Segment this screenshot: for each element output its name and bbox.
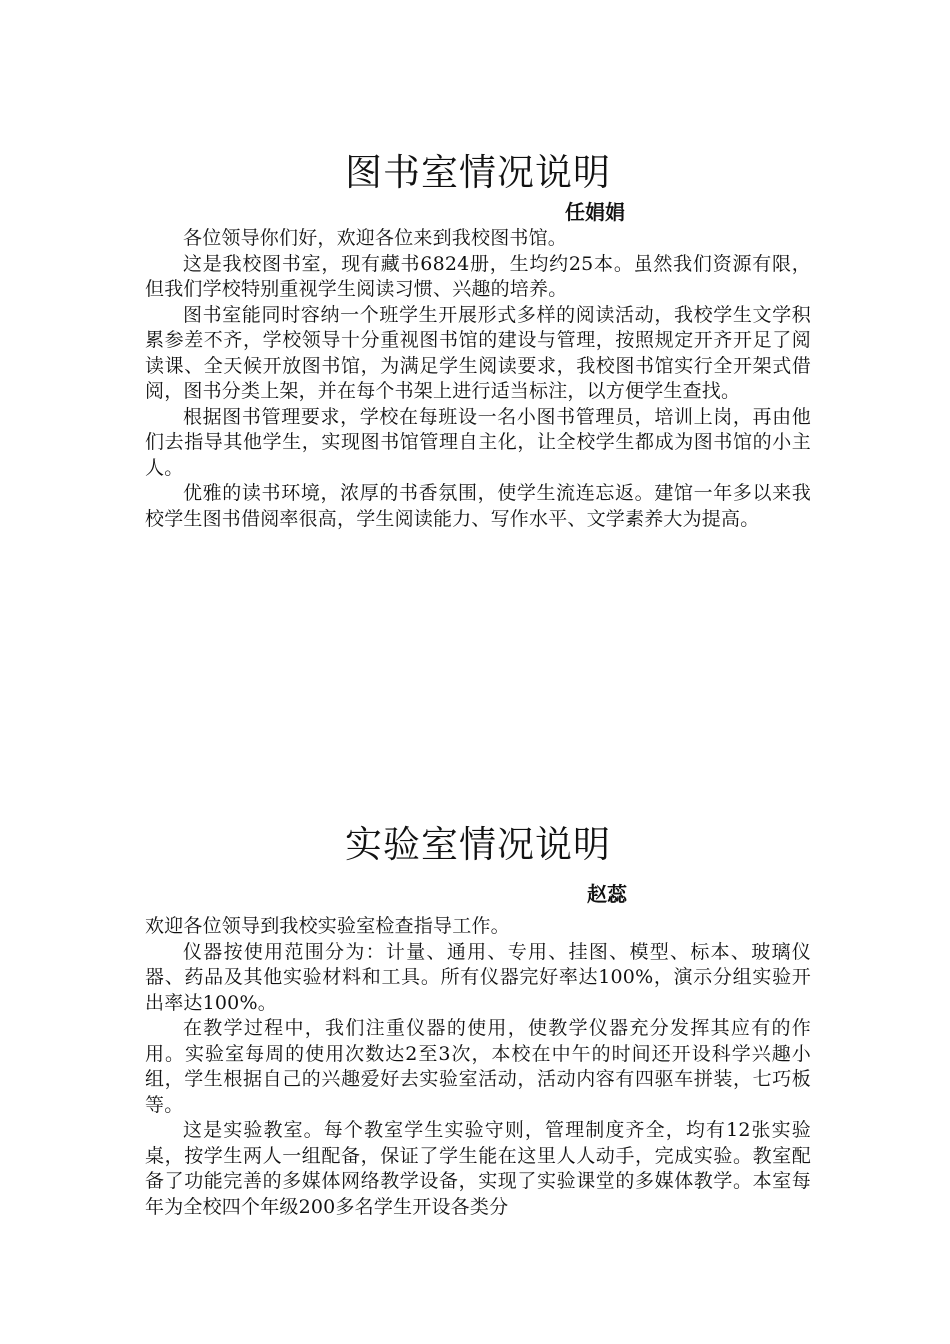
- library-paragraph-4: 根据图书管理要求，学校在每班设一名小图书管理员，培训上岗，再由他们去指导其他学生，实现图书馆管理自主化，让全校学生都成为图书馆的小主人。: [145, 405, 811, 479]
- lab-paragraph-3: 在教学过程中，我们注重仪器的使用，使教学仪器充分发挥其应有的作用。实验室每周的使用次数达2至3次，本校在中午的时间还开设科学兴趣小组，学生根据自己的兴趣爱好去实验室活动，活动内容有四驱车拼装，七巧板等。: [145, 1017, 811, 1116]
- lab-paragraph-4: 这是实验教室。每个教室学生实验守则，管理制度齐全，均有12张实验桌，按学生两人一组配备，保证了学生能在这里人人动手，完成实验。教室配备了功能完善的多媒体网络教学设备，实现了实验课堂的多媒体教学。本室每年为全校四个年级200多名学生开设各类分: [145, 1119, 811, 1218]
- library-paragraph-3: 图书室能同时容纳一个班学生开展形式多样的阅读活动，我校学生文学积累参差不齐，学校领导十分重视图书馆的建设与管理，按照规定开齐开足了阅读课、全天候开放图书馆，为满足学生阅读要求，我校图书馆实行全开架式借阅，图书分类上架，并在每个书架上进行适当标注，以方便学生查找。: [145, 303, 811, 402]
- library-paragraph-2: 这是我校图书室，现有藏书6824册，生均约25本。虽然我们资源有限，但我们学校特别重视学生阅读习惯、兴趣的培养。: [145, 252, 811, 300]
- library-section: [145, 148, 811, 532]
- library-author: 任娟娟: [565, 200, 625, 224]
- lab-section: [145, 820, 811, 1220]
- lab-paragraph-1: 欢迎各位领导到我校实验室检查指导工作。: [145, 915, 510, 937]
- library-title: 图书室情况说明: [345, 151, 611, 194]
- lab-author: 赵蕊: [587, 882, 627, 906]
- library-paragraph-1: 各位领导你们好，欢迎各位来到我校图书馆。: [183, 227, 568, 249]
- lab-paragraph-2: 仪器按使用范围分为：计量、通用、专用、挂图、模型、标本、玻璃仪器、药品及其他实验材料和工具。所有仪器完好率达100%，演示分组实验开出率达100%。: [145, 940, 811, 1014]
- lab-title: 实验室情况说明: [345, 823, 611, 866]
- library-paragraph-5: 优雅的读书环境，浓厚的书香氛围，使学生流连忘返。建馆一年多以来我校学生图书借阅率很高，学生阅读能力、写作水平、文学素养大为提高。: [145, 482, 811, 530]
